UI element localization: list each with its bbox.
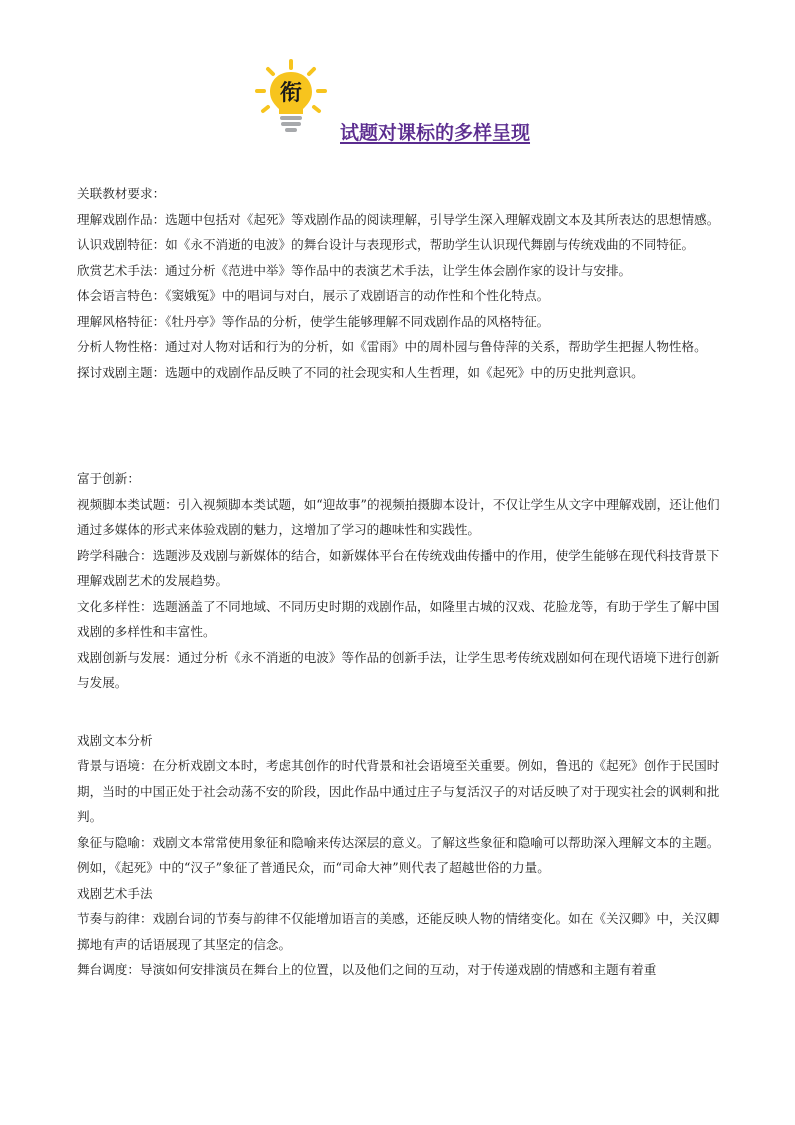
paragraph: 背景与语境：在分析戏剧文本时，考虑其创作的时代背景和社会语境至关重要。例如，鲁迅的《起死》创作于民国时期，当时的中国正处于社会动荡不安的阶段，因此作品中通过庄子与复活汉子的对话反映了对于现实社会的讽刺和批判。 (77, 758, 720, 824)
bulb-base-ring (281, 122, 301, 126)
paragraph: 欣赏艺术手法：通过分析《范进中举》等作品中的表演艺术手法，让学生体会剧作家的设计与安排。 (77, 262, 632, 278)
spacer (77, 385, 722, 466)
spacer (77, 696, 722, 728)
section-art-techniques (77, 881, 722, 983)
paragraph: 探讨戏剧主题：选题中的戏剧作品反映了不同的社会现实和人生哲理，如《起死》中的历史批判意识。 (77, 364, 644, 380)
section-text-analysis (77, 728, 722, 881)
page-title: 试题对课标的多样呈现 (340, 122, 531, 144)
paragraph: 体会语言特色：《窦娥冤》中的唱词与对白，展示了戏剧语言的动作性和个性化特点。 (77, 288, 550, 303)
paragraph: 分析人物性格：通过对人物对话和行为的分析，如《雷雨》中的周朴园与鲁侍萍的关系，帮助学生把握人物性格。 (77, 339, 707, 354)
paragraph: 舞台调度：导演如何安排演员在舞台上的位置，以及他们之间的互动，对于传递戏剧的情感和主题有着重 (77, 962, 657, 977)
section-heading: 关联教材要求： (77, 186, 166, 201)
paragraph: 文化多样性：选题涵盖了不同地域、不同历史时期的戏剧作品，如隆里古城的汉戏、花脸龙等，有助于学生了解中国戏剧的多样性和丰富性。 (77, 598, 720, 639)
document-body (77, 181, 722, 983)
paragraph: 视频脚本类试题：引入视频脚本类试题，如“迎故事”的视频拍摄脚本设计，不仅让学生从文字中理解戏剧，还让他们通过多媒体的形式来体验戏剧的魅力，这增加了学习的趣味性和实践性。 (77, 496, 720, 537)
paragraph: 戏剧创新与发展：通过分析《永不消逝的电波》等作品的创新手法，让学生思考传统戏剧如何在现代语境下进行创新与发展。 (77, 649, 720, 690)
lightbulb-icon (254, 58, 328, 136)
section-heading: 富于创新： (77, 471, 140, 486)
paragraph: 理解风格特征：《牡丹亭》等作品的分析，使学生能够理解不同戏剧作品的风格特征。 (77, 313, 550, 329)
paragraph: 理解戏剧作品：选题中包括对《起死》等戏剧作品的阅读理解，引导学生深入理解戏剧文本及其所表达的思想情感。 (77, 211, 720, 227)
paragraph: 节奏与韵律：戏剧台词的节奏与韵律不仅能增加语言的美感，还能反映人物的情绪变化。如在《关汉卿》中，关汉卿掷地有声的话语展现了其坚定的信念。 (77, 911, 720, 952)
paragraph: 认识戏剧特征：如《永不消逝的电波》的舞台设计与表现形式，帮助学生认识现代舞剧与传统戏曲的不同特征。 (77, 237, 695, 252)
section-innovation (77, 466, 722, 696)
bulb-base-tip (285, 128, 297, 132)
section-heading: 戏剧文本分析 (77, 732, 153, 748)
paragraph: 象征与隐喻：戏剧文本常常使用象征和隐喻来传达深层的意义。了解这些象征和隐喻可以帮助深入理解文本的主题。例如，《起死》中的“汉子”象征了普通民众，而“司命大神”则代表了超越世俗的力量。 (77, 834, 720, 875)
icon-glyph: 衔 (279, 81, 303, 106)
paragraph: 跨学科融合：选题涉及戏剧与新媒体的结合，如新媒体平台在传统戏曲传播中的作用，使学生能够在现代科技背景下理解戏剧艺术的发展趋势。 (77, 547, 720, 588)
bulb-base-ring (280, 116, 302, 120)
section-heading: 戏剧艺术手法 (77, 885, 153, 901)
section-curriculum-requirements (77, 181, 722, 385)
